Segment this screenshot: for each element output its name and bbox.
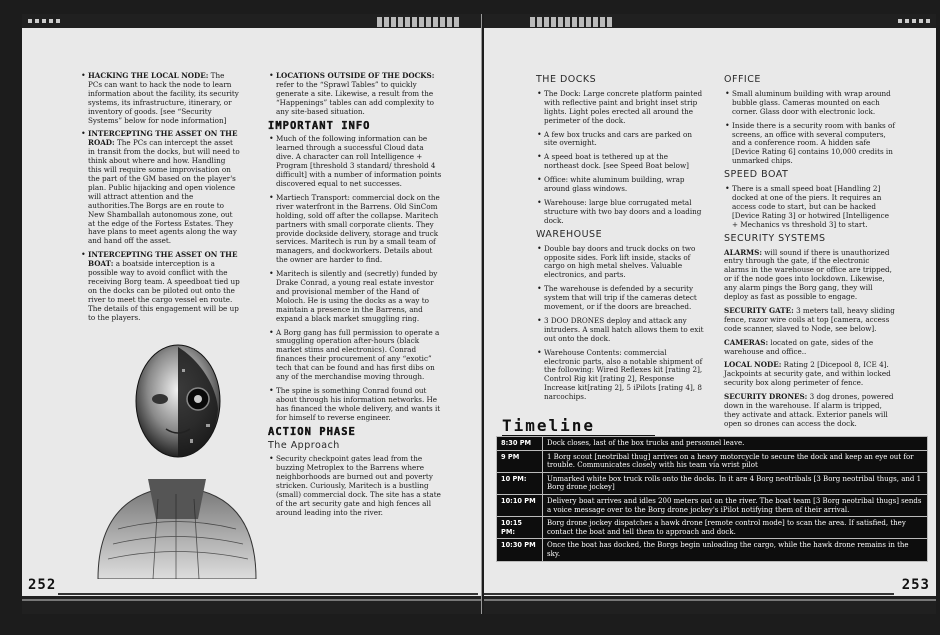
timeline-row	[497, 450, 928, 472]
timeline-row	[497, 517, 928, 539]
speedboat-heading: SPEED BOAT	[724, 169, 789, 181]
security-drones: SECURITY DRONES: 3 dog drones, powered down in the warehouse. If alarm is tripped, they activate and attack. Exterior panels will open so drones can access the dock.	[724, 392, 894, 428]
important-item: • Maritech is silently and (secretly) funded by Drake Conrad, a young real estate investor and provisional member of the Hand of Moloch. He is using the docks as a way to maintain a presence in the Barrens, and expand a black market smuggling ring.	[268, 270, 443, 323]
warehouse-item: • Warehouse Contents: commercial electronic parts, also a notable shipment of the following: Wired Reflexes kit [rating 2], Control Rig kit [rating 2], Response Increase kit[rating 2], 5 iPilots [rating 4], 8 narcochips.	[536, 349, 704, 402]
security-heading: SECURITY SYSTEMS	[724, 232, 826, 244]
timeline-heading: Timeline	[502, 416, 655, 437]
warehouse-item: • Double bay doors and truck docks on two opposite sides. Fork lift inside, stacks of cargo on high metal shelves. Valuable electronics, and parts.	[536, 245, 704, 281]
page-number-right: 253	[901, 577, 930, 593]
page-footer-bar	[22, 596, 481, 614]
timeline-row	[497, 494, 928, 516]
left-column-2	[268, 72, 443, 523]
timeline-event: Delivery boat arrives and idles 200 meters out on the river. The boat team [3 Borg neotribal thugs] sends a voice message over to the Borg drone jockey's iPilot notifying them of their arrival.	[543, 494, 928, 516]
office-item: • Inside there is a security room with banks of screens, an office with several computers, and a conference room. A hidden safe [Device Rating 6] contains 10,000 credits in unmarked chips.	[724, 122, 896, 167]
warehouse-heading: WAREHOUSE	[536, 228, 603, 240]
timeline-time: 10:10 PM	[497, 494, 543, 516]
right-page	[484, 14, 936, 614]
page-header-bar	[484, 14, 936, 28]
timeline-row	[497, 539, 928, 561]
important-item: • The spine is something Conrad found out about through his information networks. He has financed the whole delivery, and wants it for himself to reverse engineer.	[268, 387, 443, 423]
right-column-2	[724, 72, 896, 434]
office-heading: OFFICE	[724, 74, 761, 85]
cyborg-illustration	[78, 329, 273, 579]
left-column-1	[80, 72, 240, 327]
header-ticks	[377, 17, 459, 25]
bullet-intercept-boat: • INTERCEPTING THE ASSET ON THE BOAT: a boatside interception is a possible way to avoid conflict with the receiving Borg team. A speedboat tied up on the docks can be piloted out onto the river to meet the cargo vessel en route. The details of this engagement will be up to the players.	[80, 251, 240, 322]
office-item: • Small aluminum building with wrap around bubble glass. Cameras mounted on each corner. Glass door with electronic lock.	[724, 90, 896, 117]
header-ticks	[530, 17, 612, 25]
bullet-intercept-road: • INTERCEPTING THE ASSET ON THE ROAD: The PCs can intercept the asset in transit from the docks, but will need to think about where and how. Handling this will require some improvisation on the part of the GM based on the player's plan. Public hijacking and open violence will attract attention and the authorities.The Borgs are en route to New Shamballah autonomous zone, out at the edge of the Fortess Estates. They have plans to meet agents along the way and hand off the asset.	[80, 130, 240, 246]
docks-item: • A speed boat is tethered up at the northeast dock. [see Speed Boat below]	[536, 153, 704, 171]
important-item: • Much of the following information can be learned through a successful Cloud data dive. A character can roll Intelligence + Program [threshold 3 standard/ threshold 4 difficult] with a number of information points discovered equal to net successes.	[268, 135, 443, 188]
security-gate: SECURITY GATE: 3 meters tall, heavy sliding fence, razor wire coils at top [camera, access code scanner, slaved to Node, see below].	[724, 305, 895, 333]
timeline-time: 10:15 PM:	[497, 517, 543, 539]
timeline-row	[497, 437, 928, 451]
important-item: • A Borg gang has full permission to operate a smuggling operation after-hours (black market stims and electronics). Conrad finances their procurement of any “exotic” tech that can be found and has first dibs on any of the merchandise moving through.	[268, 329, 443, 382]
docks-heading: THE DOCKS	[536, 74, 597, 85]
footer-rule	[58, 593, 478, 595]
security-cameras: CAMERAS: located on gate, sides of the warehouse and office..	[724, 337, 874, 356]
right-column-1	[536, 72, 704, 407]
left-page	[22, 14, 482, 614]
timeline-time: 10:30 PM	[497, 539, 543, 561]
timeline-event: Dock closes, last of the box trucks and personnel leave.	[543, 437, 928, 451]
header-dots	[898, 19, 930, 23]
security-alarms: ALARMS: will sound if there is unauthorized entry through the gate, if the electronic alarms in the warehouse or office are tripped, or if the node goes into lockdown. Likewise, any alarm pings the Borg gang, they will deploy as fast as possible to engage.	[724, 247, 892, 302]
timeline-time: 9 PM	[497, 450, 543, 472]
security-local-node: LOCAL NODE: Rating 2 [Dicepool 8, ICE 4]. Jackpoints at security gate, and within locked security box along perimeter of fence.	[724, 360, 891, 388]
warehouse-item: • The warehouse is defended by a security system that will trip if the cameras detect movement, or if the doors are breached.	[536, 285, 704, 312]
page-footer-bar	[484, 596, 936, 614]
timeline-time: 8:30 PM	[497, 437, 543, 451]
docks-item: • The Dock: Large concrete platform painted with reflective paint and bright inset strip lights. Light poles erected all around the perimeter of the dock.	[536, 90, 704, 126]
timeline-event: 1 Borg scout [neotribal thug] arrives on a heavy motorcycle to secure the dock and keep an eye out for trouble. Communicates closely with his team via wrist pilot	[543, 450, 928, 472]
timeline-row	[497, 472, 928, 494]
docks-item: • Warehouse: large blue corrugated metal structure with two bay doors and a loading dock.	[536, 199, 704, 226]
bullet-hacking-node: • HACKING THE LOCAL NODE: The PCs can want to hack the node to learn information about the facility, its security systems, its infrastructure, itinerary, or inventory of goods. [see “Security Systems” below for node information]	[80, 72, 240, 125]
bullet-locations-outside: • LOCATIONS OUTSIDE OF THE DOCKS: refer to the “Sprawl Tables” to quickly generate a site. Likewise, a result from the “Happenings” tables can add complexity to any site-based situation.	[268, 72, 443, 117]
docks-item: • Office: white aluminum building, wrap around glass windows.	[536, 176, 704, 194]
timeline-event: Unmarked white box truck rolls onto the docks. In it are 4 Borg neotribals [3 Borg neotribal thugs, and 1 Borg drone jockey]	[543, 472, 928, 494]
important-item: • Martiech Transport: commercial dock on the river waterfront in the Barrens. Old SinCom holding, sold off after the collapse. Maritech partners with small corporate clients. They provide dockside delivery, storage and truck services. Maritech is run by a small team of managers, and dockworkers. Details about the owner are harder to find.	[268, 194, 443, 265]
warehouse-item: • 3 DOO DRONES deploy and attack any intruders. A small hatch allows them to exit out onto the dock.	[536, 317, 704, 344]
footer-rule	[484, 593, 894, 595]
timeline-time: 10 PM:	[497, 472, 543, 494]
timeline-event: Borg drone jockey dispatches a hawk drone [remote control mode] to scan the area. If satisfied, they contact the boat and tell them to approach and dock.	[543, 517, 928, 539]
action-phase-heading: ACTION PHASE	[268, 425, 356, 438]
docks-item: • A few box trucks and cars are parked on site overnight.	[536, 131, 704, 149]
speedboat-item: • There is a small speed boat [Handling 2] docked at one of the piers. It requires an access code to start, but can be hacked [Device Rating 3] or hotwired [Intelligence + Mechanics vs threshold 3] to start.	[724, 185, 896, 230]
page-header-bar	[22, 14, 481, 28]
approach-heading: The Approach	[268, 439, 340, 451]
header-dots	[28, 19, 60, 23]
approach-item: • Security checkpoint gates lead from the buzzing Metroplex to the Barrens where neighborhoods are burned out and poverty stricken. Curiously, Maritech is a bustling (small) commercial dock. The site has a state of the art security gate and high fences all around leading into the river.	[268, 455, 443, 517]
timeline-event: Once the boat has docked, the Borgs begin unloading the cargo, while the hawk drone remains in the sky.	[543, 539, 928, 561]
important-info-heading: IMPORTANT INFO	[268, 119, 371, 132]
timeline-table	[496, 436, 928, 562]
page-number-left: 252	[28, 577, 57, 593]
